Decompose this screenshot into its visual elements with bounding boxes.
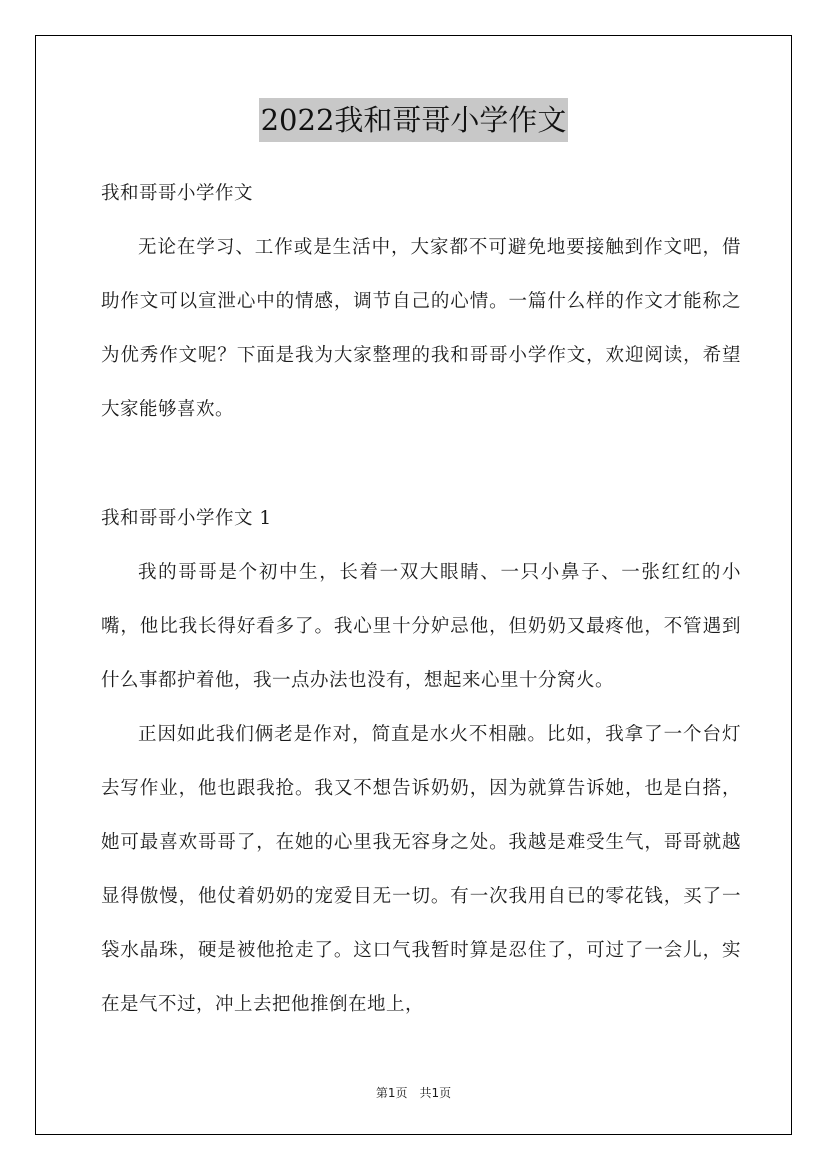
essay-1-body <box>101 546 741 1032</box>
essay-1-heading: 我和哥哥小学作文 1 <box>101 508 272 529</box>
essay-1-paragraph-1: 我的哥哥是个初中生，长着一双大眼睛、一只小鼻子、一张红红的小嘴，他比我长得好看多了。我心里十分妒忌他，但奶奶又最疼他，不管遇到什么事都护着他，我一点办法也没有，想起来心里十分窝火。 <box>101 562 741 691</box>
intro-heading: 我和哥哥小学作文 <box>101 183 254 204</box>
essay-1-paragraph-2: 正因如此我们俩老是作对，简直是水火不相融。比如，我拿了一个台灯去写作业，他也跟我抢。我又不想告诉奶奶，因为就算告诉她，也是白搭，她可最喜欢哥哥了，在她的心里我无容身之处。我越是难受生气，哥哥就越显得傲慢，他仗着奶奶的宠爱目无一切。有一次我用自已的零花钱，买了一袋水晶珠，硬是被他抢走了。这口气我暂时算是忍住了，可过了一会儿，实在是气不过，冲上去把他推倒在地上， <box>101 724 741 1015</box>
intro-section <box>101 221 741 437</box>
document-title: 2022我和哥哥小学作文 <box>259 98 569 142</box>
page-footer: 第1页 共1页 <box>375 1086 452 1100</box>
intro-paragraph: 无论在学习、工作或是生活中，大家都不可避免地要接触到作文吧，借助作文可以宣泄心中的情感，调节自己的心情。一篇什么样的作文才能称之为优秀作文呢？下面是我为大家整理的我和哥哥小学作文，欢迎阅读，希望大家能够喜欢。 <box>101 237 741 420</box>
title-container <box>0 98 827 142</box>
